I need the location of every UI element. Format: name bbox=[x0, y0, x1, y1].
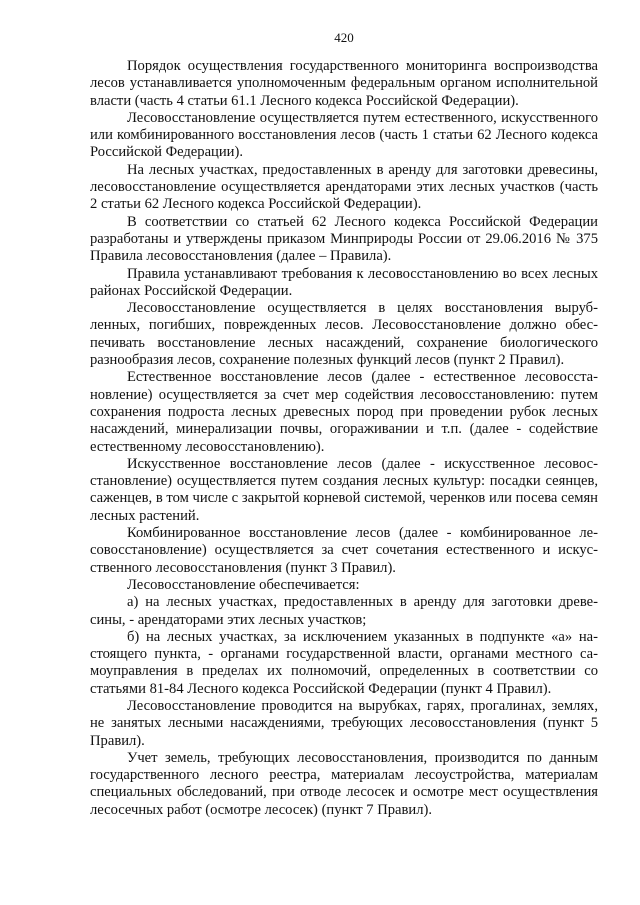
paragraph: Лесовосстановление обеспечивается: bbox=[127, 576, 360, 593]
page-number: 420 bbox=[334, 30, 354, 45]
paragraph: Лесовосстановление осуществляется в целях восстановления вырубленных, погибших, поврежденных лесов. Лесовосстановление должно обеспечивать восстановление лесных насаждений, сохранение биологического разнообразия лесов, сохранение полезных функций лесов (пункт 2 Правил). bbox=[90, 300, 598, 369]
paragraph: Естественное восстановление лесов (далее - естественное лесовосстановление) осуществляется за счет мер содействия лесовосстановлению: путем сохранения подроста лесных древесных пород при проведении рубок лесных насаждений, минерализации почвы, огораживании и т.п. (далее - содействие естественному лесовосстановлению). bbox=[90, 369, 598, 455]
paragraph: Лесовосстановление осуществляется путем естественного, искусственного или комбинированного восстановления лесов (часть 1 статьи 62 Лесного кодекса Российской Федерации). bbox=[90, 109, 598, 161]
paragraph: Лесовосстановление проводится на вырубках, гарях, прогалинах, землях, не занятых лесными насаждениями, требующих лесовосстановления (пункт 5 Правил). bbox=[90, 697, 598, 749]
document-page bbox=[90, 30, 598, 819]
paragraph: Порядок осуществления государственного мониторинга воспроизводства лесов устанавливается уполномоченным федеральным органом исполнительной власти (часть 4 статьи 61.1 Лесного кодекса Российской Федерации). bbox=[90, 58, 598, 109]
paragraph: На лесных участках, предоставленных в аренду для заготовки древесины, лесовосстановление осуществляется арендаторами этих лесных участков (часть 2 статьи 62 Лесного кодекса Российской Федерации). bbox=[90, 161, 598, 213]
paragraph: Учет земель, требующих лесовосстановления, производится по данным государственного лесного реестра, материалам лесоустройства, материалам специальных обследований, при отводе лесосек и осмотре мест осуществления лесосечных работ (осмотре лесосек) (пункт 7 Правил). bbox=[90, 749, 598, 818]
paragraph: Комбинированное восстановление лесов (далее - комбинированное лесовосстановление) осуществляется за счет сочетания естественного и искусственного лесовосстановления (пункт 3 Правил). bbox=[90, 525, 598, 576]
paragraph: Правила устанавливают требования к лесовосстановлению во всех лесных районах Российской Федерации. bbox=[90, 265, 598, 299]
paragraph: Искусственное восстановление лесов (далее - искусственное лесовосстановление) осуществляется путем создания лесных культур: посадки сеянцев, саженцев, в том числе с закрытой корневой системой, черенков или посева семян лесных растений. bbox=[90, 455, 598, 524]
list-item: а) на лесных участках, предоставленных в аренду для заготовки древесины, - арендаторами этих лесных участков; bbox=[90, 594, 598, 628]
list-item: б) на лесных участках, за исключением указанных в подпункте «а» настоящего пункта, - органами государственной власти, органами местного самоуправления в пределах их полномочий, определенных в соответствии со статьями 81-84 Лесного кодекса Российской Федерации (пункт 4 Правил). bbox=[90, 628, 598, 697]
paragraph: В соответствии со статьей 62 Лесного кодекса Российской Федерации разработаны и утверждены приказом Минприроды России от 29.06.2016 № 375 Правила лесовосстановления (далее – Правила). bbox=[90, 213, 598, 265]
